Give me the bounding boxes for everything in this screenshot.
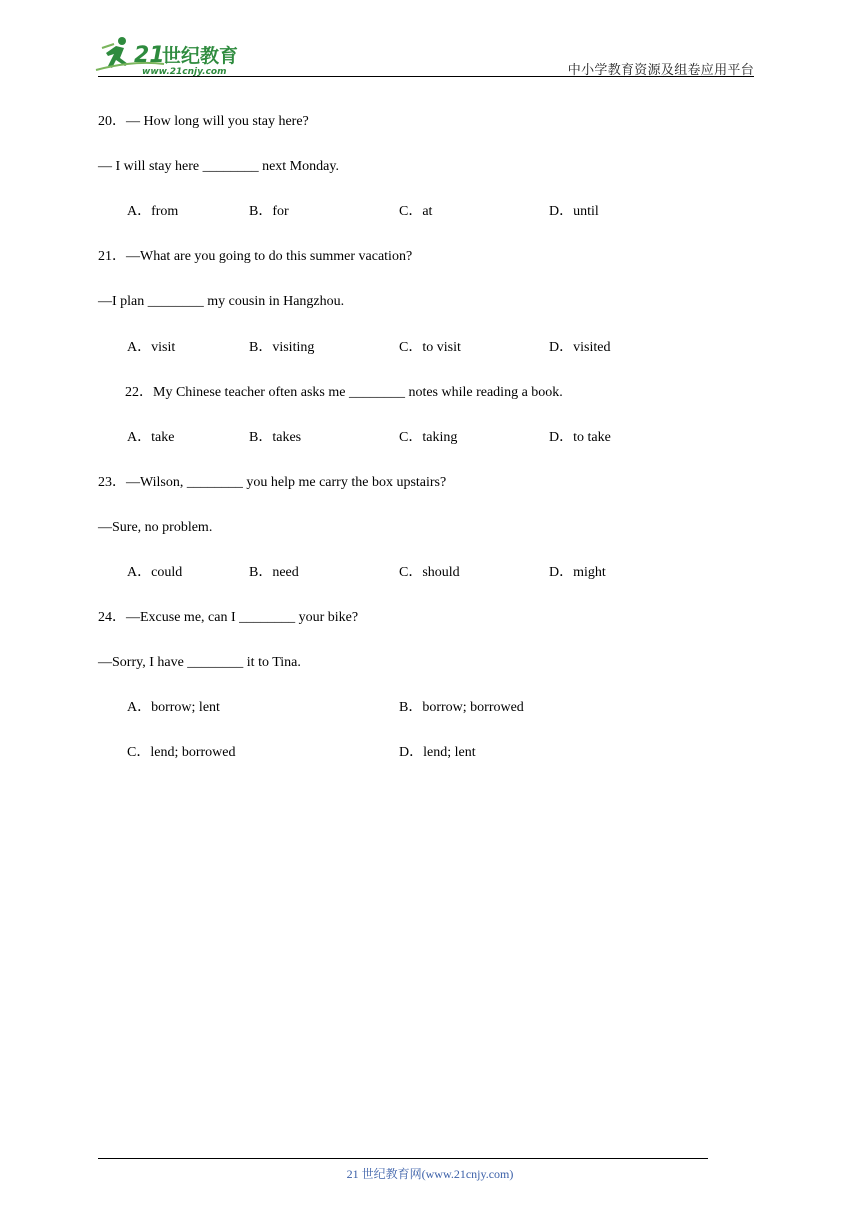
svg-text:www.21cnjy.com: www.21cnjy.com [142,67,227,77]
svg-text:21: 21 [134,43,165,68]
question-20-stem: 20．— How long will you stay here? [98,114,309,129]
question-23-option-c: C．should [399,565,460,580]
question-23-option-b: B．need [249,565,299,580]
question-20-option-c: C．at [399,204,433,219]
question-21-option-b: B．visiting [249,340,315,355]
question-20-option-d: D．until [549,204,599,219]
site-logo [94,34,256,78]
question-20-response: — I will stay here ________ next Monday. [98,159,339,174]
question-21-option-a: A．visit [127,340,176,355]
question-23-option-d: D．might [549,565,606,580]
question-23-response: —Sure, no problem. [98,520,213,535]
question-22-option-d: D．to take [549,430,611,445]
question-21-option-d: D．visited [549,340,611,355]
question-22-option-a: A．take [127,430,175,445]
question-21-option-c: C．to visit [399,340,461,355]
question-21-stem: 21．—What are you going to do this summer vacation? [98,249,413,264]
question-23-option-a: A．could [127,565,183,580]
question-24-option-b: B．borrow; borrowed [399,700,524,715]
header-divider [98,76,754,77]
svg-text:世纪教育: 世纪教育 [162,45,239,67]
footer-site-link[interactable]: 21 世纪教育网(www.21cnjy.com) [346,1167,514,1181]
question-24-option-c: C．lend; borrowed [127,745,236,760]
page-header [0,0,860,80]
question-22-option-b: B．takes [249,430,302,445]
question-20-option-b: B．for [249,204,289,219]
footer-divider [98,1158,708,1159]
question-24-option-d: D．lend; lent [399,745,476,760]
platform-slogan: 中小学教育资源及组卷应用平台 [567,63,754,78]
question-22-option-c: C．taking [399,430,458,445]
question-24-response: —Sorry, I have ________ it to Tina. [98,655,301,670]
question-22-stem: 22．My Chinese teacher often asks me ________ notes while reading a book. [125,385,563,400]
logo-graphic [94,34,256,78]
question-24-option-a: A．borrow; lent [127,700,220,715]
question-21-response: —I plan ________ my cousin in Hangzhou. [98,294,345,309]
question-24-stem: 24．—Excuse me, can I ________ your bike? [98,610,359,625]
question-20-option-a: A．from [127,204,179,219]
question-23-stem: 23．—Wilson, ________ you help me carry the box upstairs? [98,475,447,490]
